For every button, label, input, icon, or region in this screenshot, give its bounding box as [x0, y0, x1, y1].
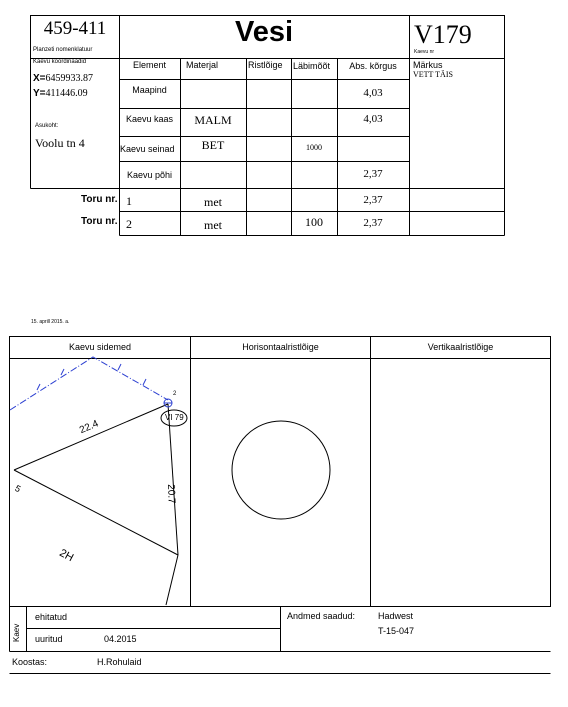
header-diameter: Läbimõõt: [293, 61, 331, 71]
well-label: VI 79: [165, 413, 184, 422]
document-date: 15. aprill 2015. a.: [31, 319, 70, 325]
header-element: Element: [132, 60, 167, 70]
row-height: 4,03: [363, 87, 383, 99]
row-diameter: 1000: [306, 143, 322, 152]
row-height: 2,37: [363, 168, 383, 180]
pipe-material: met: [204, 218, 222, 232]
author-label: Koostas:: [12, 657, 48, 667]
pipe-label: Toru nr.: [81, 194, 118, 205]
dimension-label: 5: [13, 483, 23, 495]
source-label: Andmed saadud:: [287, 611, 356, 621]
panel-title-vertical: Vertikaalristlõige: [427, 342, 494, 352]
built-label: ehitatud: [35, 612, 68, 622]
dimension-label: 20.7: [165, 484, 177, 504]
row-element: Kaevu põhi: [126, 170, 173, 180]
pipe-number: 2: [126, 217, 132, 231]
page-title: Vesi: [234, 16, 294, 48]
row-height: 4,03: [363, 113, 383, 125]
panel-title-links: Kaevu sidemed: [68, 342, 132, 352]
surveyed-label: uuritud: [35, 634, 63, 644]
header-material: Materjal: [186, 60, 219, 70]
nomenclature-value: 459-411: [43, 18, 107, 39]
well-number: V179: [414, 20, 472, 49]
location-value: Voolu tn 4: [35, 136, 85, 150]
pipe-height: 2,37: [363, 217, 383, 229]
side-label: Kaev: [12, 623, 21, 642]
coord-y: Y=411446.09: [33, 88, 88, 99]
row-element: Maapind: [132, 85, 167, 95]
coords-label: Kaevu koordinaadid: [33, 59, 87, 65]
remark-value: VETT TÄIS: [413, 70, 453, 79]
dimension-label: 22.4: [78, 418, 101, 437]
pipe-height: 2,37: [363, 194, 383, 206]
node-number: 2: [173, 391, 177, 397]
source-value: Hadwest: [378, 611, 414, 621]
coord-x: X=6459933.87: [33, 73, 94, 84]
row-material: MALM: [194, 113, 232, 127]
pipe-diameter: 100: [305, 215, 323, 229]
author-value: H.Rohulaid: [97, 657, 142, 667]
row-element: Kaevu seinad: [120, 144, 175, 154]
header-cross-section: Ristlõige: [248, 60, 283, 70]
well-number-label: Kaevu nr: [414, 49, 435, 55]
panel-title-horizontal: Horisontaalristlõige: [242, 342, 319, 352]
pipe-number: 1: [126, 194, 132, 208]
header-remark: Märkus: [413, 60, 443, 70]
nomenclature-label: Planzeti nomenklatuur: [33, 47, 93, 53]
pipe-label: Toru nr.: [81, 216, 118, 227]
source-code: T-15-047: [378, 626, 415, 636]
row-material: BET: [201, 138, 225, 152]
header-abs-height: Abs. kõrgus: [349, 61, 397, 71]
row-element: Kaevu kaas: [125, 114, 174, 124]
location-label: Asukoht:: [35, 123, 59, 129]
dimension-label: 2H: [57, 547, 76, 565]
pipe-material: met: [204, 195, 222, 209]
well-links-sketch: [10, 357, 187, 605]
surveyed-date: 04.2015: [104, 634, 137, 644]
horizontal-section-circle: [232, 421, 330, 519]
